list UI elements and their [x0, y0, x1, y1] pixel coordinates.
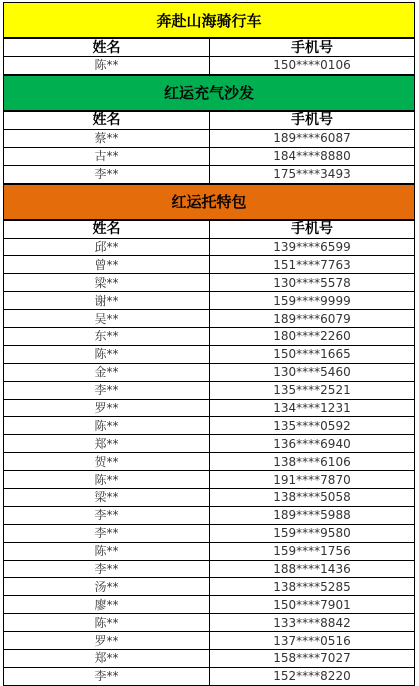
section-title-tote-bag: 红运托特包 [3, 184, 415, 220]
cell-phone: 139****6599 [210, 238, 415, 256]
table-row [4, 399, 415, 417]
cell-phone: 159****9580 [210, 524, 415, 542]
cell-name: 李** [4, 381, 210, 399]
header-name: 姓名 [4, 220, 210, 238]
table-row [4, 129, 415, 147]
cell-phone: 133****8842 [210, 614, 415, 632]
cell-name: 陈** [4, 345, 210, 363]
cell-name: 陈** [4, 614, 210, 632]
table-row [4, 381, 415, 399]
cell-name: 曾** [4, 256, 210, 274]
cell-phone: 175****3493 [210, 165, 415, 183]
cell-phone: 184****8880 [210, 147, 415, 165]
cell-phone: 150****1665 [210, 345, 415, 363]
table-row [4, 292, 415, 310]
table-row [4, 453, 415, 471]
cell-name: 陈** [4, 417, 210, 435]
cell-phone: 188****1436 [210, 560, 415, 578]
cell-name: 罗** [4, 399, 210, 417]
section-title-sofa: 红运充气沙发 [3, 75, 415, 111]
header-name: 姓名 [4, 111, 210, 129]
table-row [4, 524, 415, 542]
cell-name: 李** [4, 506, 210, 524]
table-row [4, 328, 415, 346]
cell-phone: 151****7763 [210, 256, 415, 274]
cell-phone: 159****9999 [210, 292, 415, 310]
cell-phone: 150****0106 [210, 57, 415, 75]
cell-phone: 136****6940 [210, 435, 415, 453]
cell-phone: 138****5058 [210, 489, 415, 507]
cell-name: 李** [4, 560, 210, 578]
table-row [4, 435, 415, 453]
table-row [4, 363, 415, 381]
cell-name: 古** [4, 147, 210, 165]
cell-name: 吴** [4, 310, 210, 328]
cell-phone: 191****7870 [210, 471, 415, 489]
winner-list-sheet [3, 2, 415, 686]
cell-phone: 130****5460 [210, 363, 415, 381]
table-row [4, 147, 415, 165]
cell-phone: 134****1231 [210, 399, 415, 417]
cell-name: 贺** [4, 453, 210, 471]
table-row [4, 667, 415, 685]
cell-name: 陈** [4, 542, 210, 560]
table-row [4, 489, 415, 507]
section-title-bike: 奔赴山海骑行车 [3, 2, 415, 38]
cell-phone: 158****7027 [210, 650, 415, 668]
cell-name: 李** [4, 524, 210, 542]
cell-name: 陈** [4, 57, 210, 75]
table-header-row [4, 220, 415, 238]
table-row [4, 596, 415, 614]
cell-phone: 180****2260 [210, 328, 415, 346]
header-phone: 手机号 [210, 111, 415, 129]
cell-phone: 138****6106 [210, 453, 415, 471]
cell-name: 谢** [4, 292, 210, 310]
header-name: 姓名 [4, 39, 210, 57]
table-row [4, 57, 415, 75]
table-row [4, 165, 415, 183]
header-phone: 手机号 [210, 39, 415, 57]
cell-phone: 189****6079 [210, 310, 415, 328]
cell-name: 郑** [4, 650, 210, 668]
cell-phone: 159****1756 [210, 542, 415, 560]
cell-phone: 135****0592 [210, 417, 415, 435]
table-row [4, 471, 415, 489]
cell-name: 邱** [4, 238, 210, 256]
cell-name: 李** [4, 667, 210, 685]
cell-name: 蔡** [4, 129, 210, 147]
cell-phone: 138****5285 [210, 578, 415, 596]
winner-table-bike [3, 38, 415, 75]
cell-phone: 137****0516 [210, 632, 415, 650]
cell-phone: 189****6087 [210, 129, 415, 147]
table-header-row [4, 111, 415, 129]
cell-name: 陈** [4, 471, 210, 489]
table-row [4, 506, 415, 524]
cell-phone: 189****5988 [210, 506, 415, 524]
table-row [4, 274, 415, 292]
cell-name: 廖** [4, 596, 210, 614]
table-row [4, 650, 415, 668]
table-row [4, 310, 415, 328]
table-row [4, 238, 415, 256]
cell-name: 梁** [4, 274, 210, 292]
cell-phone: 152****8220 [210, 667, 415, 685]
table-row [4, 614, 415, 632]
cell-name: 汤** [4, 578, 210, 596]
cell-phone: 150****7901 [210, 596, 415, 614]
cell-name: 东** [4, 328, 210, 346]
table-row [4, 560, 415, 578]
header-phone: 手机号 [210, 220, 415, 238]
table-row [4, 256, 415, 274]
table-row [4, 578, 415, 596]
cell-name: 金** [4, 363, 210, 381]
table-header-row [4, 39, 415, 57]
table-row [4, 542, 415, 560]
winner-table-sofa [3, 111, 415, 184]
cell-name: 梁** [4, 489, 210, 507]
cell-name: 罗** [4, 632, 210, 650]
cell-name: 李** [4, 165, 210, 183]
winner-table-tote-bag [3, 220, 415, 686]
table-row [4, 632, 415, 650]
cell-phone: 130****5578 [210, 274, 415, 292]
cell-name: 郑** [4, 435, 210, 453]
table-row [4, 345, 415, 363]
cell-phone: 135****2521 [210, 381, 415, 399]
table-row [4, 417, 415, 435]
